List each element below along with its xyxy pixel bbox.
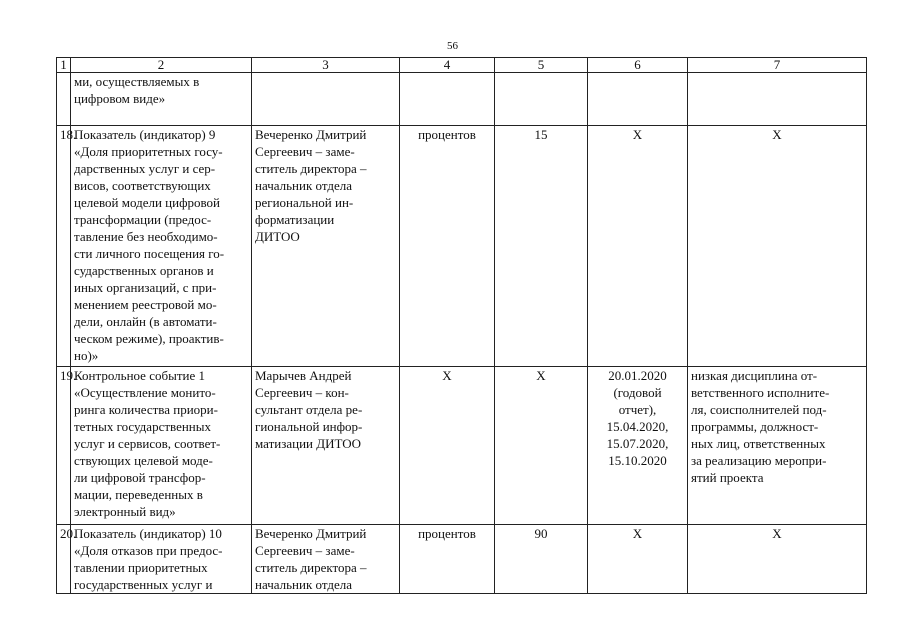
indicator-name-line: сударственных органов и xyxy=(74,263,214,278)
header-col-3: 3 xyxy=(252,58,400,73)
value-cell xyxy=(495,367,588,525)
indicator-name-line: услуг и сервисов, соответ- xyxy=(74,436,221,451)
indicator-name-line: ринга количества приори- xyxy=(74,402,218,417)
risk-line: ля, соисполнителей под- xyxy=(691,402,827,417)
indicator-name-line: ствующих целевой моде- xyxy=(74,453,213,468)
indicator-name-cell xyxy=(71,525,252,594)
indicator-name-line: дели, онлайн (в автомати- xyxy=(74,314,217,329)
responsible-line: Сергеевич – кон- xyxy=(255,385,349,400)
indicator-name-line: ми, осуществляемых в xyxy=(74,74,200,89)
indicator-name-line: тавлении приоритетных xyxy=(74,560,208,575)
indicator-name-cell xyxy=(71,367,252,525)
indicator-name-line: тавление без необходимо- xyxy=(74,229,218,244)
row-number: 18. xyxy=(60,127,77,142)
risk-line: программы, должност- xyxy=(691,419,819,434)
risk-cell xyxy=(688,525,867,594)
indicator-name-line: «Осуществление монито- xyxy=(74,385,216,400)
header-row xyxy=(57,58,867,73)
value-cell xyxy=(495,525,588,594)
row-number-cell xyxy=(57,525,77,594)
value-cell xyxy=(495,73,588,126)
responsible-line: ститель директора – xyxy=(255,560,367,575)
responsible-line: ститель директора – xyxy=(255,161,367,176)
table-row xyxy=(57,367,867,525)
responsible-cell xyxy=(252,525,400,594)
date-cell xyxy=(588,367,688,525)
risk-cell xyxy=(688,73,867,126)
unit-cell xyxy=(400,126,495,367)
indicator-name-line: ли цифровой трансфор- xyxy=(74,470,206,485)
date-line: X xyxy=(632,127,643,142)
indicator-table xyxy=(56,57,867,594)
responsible-line: гиональной инфор- xyxy=(255,419,363,434)
indicator-value: X xyxy=(536,368,546,383)
header-col-5: 5 xyxy=(495,58,588,73)
page-number: 56 xyxy=(447,40,458,52)
risk-line: низкая дисциплина от- xyxy=(691,368,818,383)
date-line: отчет), xyxy=(618,402,657,417)
indicator-name-line: мации, переведенных в xyxy=(74,487,203,502)
row-number: 19. xyxy=(60,368,77,383)
indicator-name-line: Контрольное событие 1 xyxy=(74,368,205,383)
indicator-name-line: иных организаций, с при- xyxy=(74,280,217,295)
indicator-name-line: «Доля отказов при предос- xyxy=(74,543,223,558)
table-row xyxy=(57,126,867,367)
responsible-line: региональной ин- xyxy=(255,195,354,210)
responsible-cell xyxy=(252,73,400,126)
row-number-cell xyxy=(57,367,77,525)
risk-cell xyxy=(688,367,867,525)
indicator-name-line: трансформации (предос- xyxy=(74,212,212,227)
value-cell xyxy=(495,126,588,367)
indicator-name-line: дарственных услуг и сер- xyxy=(74,161,216,176)
responsible-line: ДИТОО xyxy=(255,229,300,244)
responsible-cell xyxy=(252,367,400,525)
header-col-7: 7 xyxy=(688,58,867,73)
unit-value: процентов xyxy=(418,526,476,541)
responsible-line: Вечеренко Дмитрий xyxy=(255,127,367,142)
indicator-name-line: «Доля приоритетных госу- xyxy=(74,144,223,159)
responsible-line: Вечеренко Дмитрий xyxy=(255,526,367,541)
risk-line: за реализацию меропри- xyxy=(691,453,827,468)
responsible-line: сультант отдела ре- xyxy=(255,402,363,417)
indicator-name-line: цифровом виде» xyxy=(74,91,166,106)
header-col-4: 4 xyxy=(400,58,495,73)
indicator-value: 15 xyxy=(534,127,548,142)
row-number-cell xyxy=(57,126,77,367)
indicator-name-line: Показатель (индикатор) 9 xyxy=(74,127,216,142)
table-row xyxy=(57,73,867,126)
indicator-name-cell xyxy=(71,126,252,367)
risk-line: X xyxy=(772,526,782,541)
unit-cell xyxy=(400,73,495,126)
header-col-2: 2 xyxy=(71,58,252,73)
indicator-name-line: электронный вид» xyxy=(74,504,176,519)
date-cell xyxy=(588,525,688,594)
date-line: 15.04.2020, xyxy=(606,419,669,434)
date-cell xyxy=(588,73,688,126)
indicator-name-line: государственных услуг и xyxy=(74,577,213,592)
unit-cell xyxy=(400,525,495,594)
responsible-line: начальник отдела xyxy=(255,178,353,193)
row-number: 20. xyxy=(60,526,77,541)
row-number-cell xyxy=(57,73,71,126)
date-line: 20.01.2020 xyxy=(608,368,667,383)
date-line: 15.07.2020, xyxy=(606,436,669,451)
header-col-1: 1 xyxy=(57,58,71,73)
risk-cell xyxy=(688,126,867,367)
indicator-name-line: тетных государственных xyxy=(74,419,212,434)
indicator-name-line: Показатель (индикатор) 10 xyxy=(74,526,222,541)
unit-cell xyxy=(400,367,495,525)
indicator-name-line: целевой модели цифровой xyxy=(74,195,221,210)
responsible-line: Марычев Андрей xyxy=(255,368,352,383)
risk-line: ятий проекта xyxy=(691,470,764,485)
responsible-line: начальник отдела xyxy=(255,577,353,592)
date-cell xyxy=(588,126,688,367)
unit-value: процентов xyxy=(418,127,476,142)
indicator-name-line: висов, соответствующих xyxy=(74,178,211,193)
indicator-name-line: сти личного посещения го- xyxy=(74,246,225,261)
unit-value: X xyxy=(442,368,452,383)
risk-line: X xyxy=(772,127,782,142)
responsible-cell xyxy=(252,126,400,367)
indicator-value: 90 xyxy=(534,526,548,541)
responsible-line: форматизации xyxy=(255,212,335,227)
date-line: (годовой xyxy=(613,385,662,400)
indicator-name-line: но)» xyxy=(74,348,99,363)
table-row xyxy=(57,525,867,594)
date-line: 15.10.2020 xyxy=(608,453,667,468)
header-col-6: 6 xyxy=(588,58,688,73)
date-line: X xyxy=(632,526,643,541)
risk-line: ветственного исполните- xyxy=(691,385,830,400)
indicator-name-cell xyxy=(71,73,252,126)
responsible-line: матизации ДИТОО xyxy=(255,436,362,451)
responsible-line: Сергеевич – заме- xyxy=(255,144,355,159)
indicator-name-line: менением реестровой мо- xyxy=(74,297,217,312)
risk-line: ных лиц, ответственных xyxy=(691,436,826,451)
indicator-name-line: ческом режиме), проактив- xyxy=(74,331,224,346)
responsible-line: Сергеевич – заме- xyxy=(255,543,355,558)
